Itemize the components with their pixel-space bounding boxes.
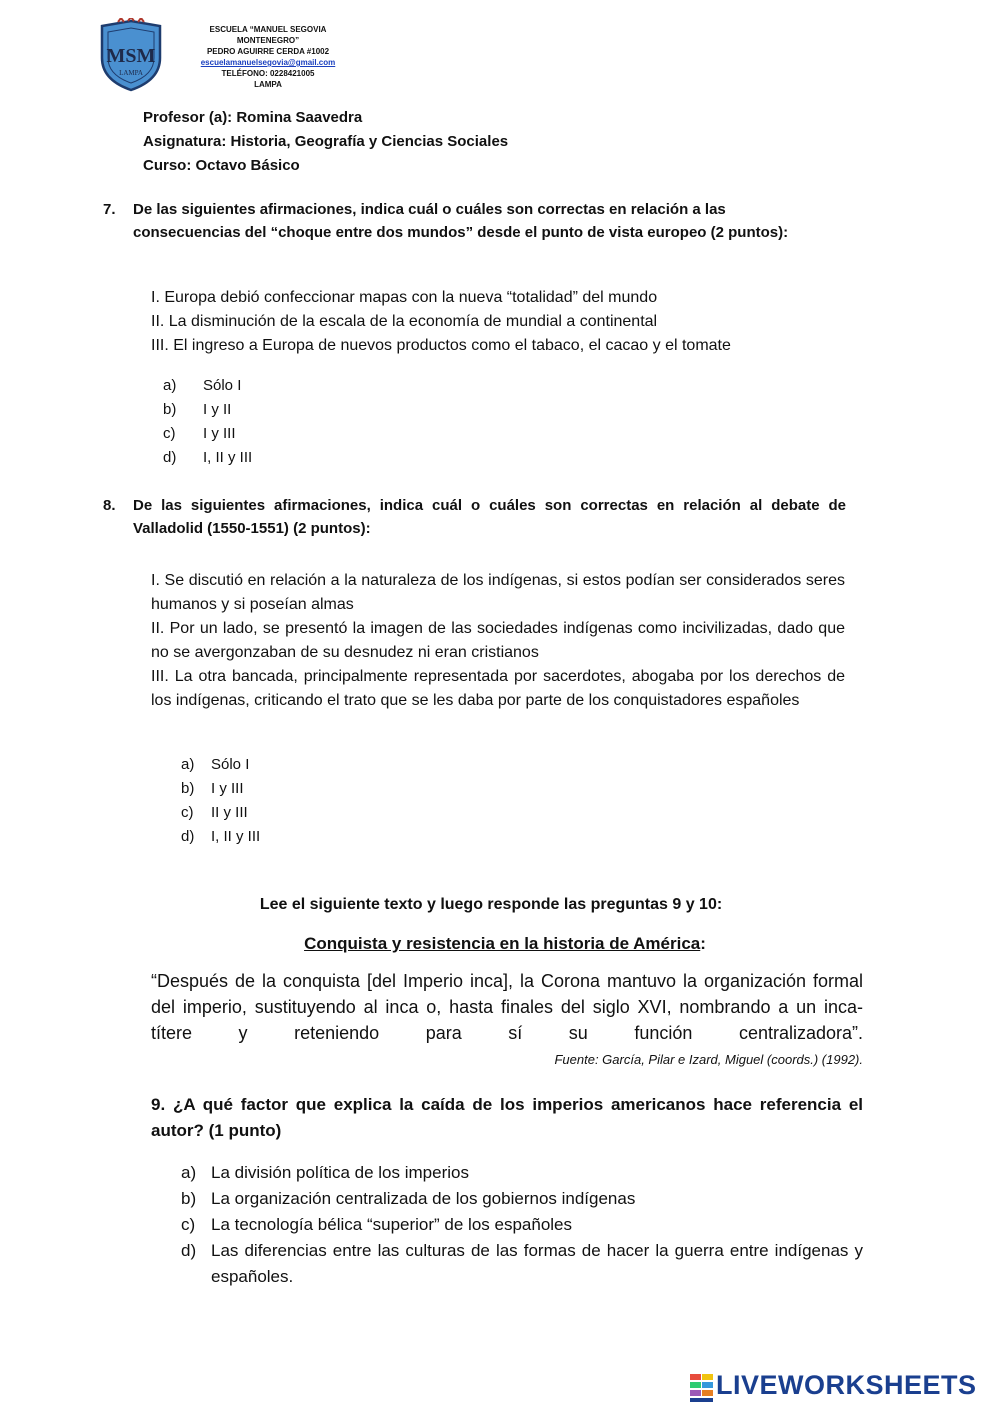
school-info: [170, 24, 366, 90]
option-text: I y III: [203, 425, 236, 442]
reading-instruction: Lee el siguiente texto y luego responde las preguntas 9 y 10:: [259, 896, 723, 913]
q9-question: 9. ¿A qué factor que explica la caída de los imperios americanos hace referencia el autor? (1 punto): [151, 1095, 863, 1140]
option-letter: b): [181, 1189, 197, 1208]
q9-option-a[interactable]: [181, 1160, 863, 1186]
q8-statement-3: III. La otra bancada, principalmente representada por sacerdotes, abogaba por los derechos de los indígenas, criticando el trato que se les daba por parte de los conquistadores españoles: [151, 668, 845, 709]
option-text: I y II: [203, 401, 232, 418]
q7-statement-2: II. La disminución de la escala de la economía de mundial a continental: [151, 313, 658, 330]
logo-caption: LAMPA: [119, 69, 143, 77]
option-letter: b): [163, 401, 177, 418]
option-letter: a): [163, 377, 177, 394]
liveworksheets-logo-icon: [690, 1372, 714, 1404]
option-text: La organización centralizada de los gobiernos indígenas: [211, 1189, 636, 1208]
q9-option-b[interactable]: [181, 1186, 863, 1212]
option-text: II y III: [211, 804, 248, 821]
option-letter: a): [181, 756, 195, 773]
reading-title-text: Conquista y resistencia en la historia de América: [304, 934, 701, 953]
q7-statement-3: III. El ingreso a Europa de nuevos productos como el tabaco, el cacao y el tomate: [151, 337, 731, 354]
q7-option-b[interactable]: [163, 401, 231, 418]
school-shield-logo: [98, 18, 164, 92]
reading-quote: “Después de la conquista [del Imperio inca], la Corona mantuvo la organización formal del imperio, sustituyendo al inca o, hasta finales del siglo XVI, nombrando a un inca-títere y reteniendo para sí su función centralizadora”.: [151, 971, 863, 1043]
option-text: Sólo I: [203, 377, 242, 394]
option-letter: c): [163, 425, 176, 442]
school-name-line-1: ESCUELA “MANUEL SEGOVIA: [209, 25, 327, 34]
option-letter: c): [181, 1215, 196, 1234]
reading-source: Fuente: García, Pilar e Izard, Miguel (coords.) (1992).: [554, 1052, 863, 1067]
q9-option-c[interactable]: [181, 1212, 863, 1238]
reading-title-colon: :: [700, 934, 706, 953]
q8-option-c[interactable]: [181, 804, 248, 821]
option-text: Sólo I: [211, 756, 250, 773]
school-city: LAMPA: [254, 80, 282, 89]
logo-letters: MSM: [106, 45, 156, 67]
school-email-link[interactable]: escuelamanuelsegovia@gmail.com: [200, 58, 336, 67]
option-text: La tecnología bélica “superior” de los españoles: [211, 1215, 573, 1234]
q8-option-a[interactable]: [181, 756, 249, 773]
q8-statement-2: II. Por un lado, se presentó la imagen de las sociedades indígenas como incivilizadas, dado que no se avergonzaban de su desnudez ni eran cristianos: [151, 620, 845, 661]
school-address: PEDRO AGUIRRE CERDA #1002: [206, 47, 330, 56]
subject-line: Asignatura: Historia, Geografía y Ciencias Sociales: [143, 133, 509, 150]
q7-option-a[interactable]: [163, 377, 241, 394]
course-line: Curso: Octavo Básico: [143, 157, 300, 174]
option-letter: d): [181, 828, 195, 845]
school-name-line-2: MONTENEGRO”: [236, 36, 300, 45]
q8-option-b[interactable]: [181, 780, 244, 797]
q7-option-c[interactable]: [163, 425, 236, 442]
option-letter: b): [181, 780, 195, 797]
reading-title: [0, 934, 999, 954]
option-letter: c): [181, 804, 194, 821]
q7-question: De las siguientes afirmaciones, indica cuál o cuáles son correctas en relación a las consecuencias del “choque entre dos mundos” desde el punto de vista europeo (2 puntos):: [133, 201, 789, 241]
q8-question: De las siguientes afirmaciones, indica cuál o cuáles son correctas en relación al debate de Valladolid (1550-1551) (2 puntos):: [133, 497, 846, 537]
q7-statement-1: I. Europa debió confeccionar mapas con la nueva “totalidad” del mundo: [151, 289, 658, 306]
option-letter: d): [163, 449, 177, 466]
option-text: I y III: [211, 780, 244, 797]
option-letter: a): [181, 1163, 197, 1182]
option-text: I, II y III: [203, 449, 253, 466]
q8-option-d[interactable]: [181, 828, 260, 845]
q9-option-d[interactable]: [181, 1238, 863, 1290]
option-text: La división política de los imperios: [211, 1163, 469, 1182]
school-phone: TELÉFONO: 0228421005: [221, 69, 315, 78]
option-letter: d): [181, 1241, 197, 1260]
option-text: Las diferencias entre las culturas de las formas de hacer la guerra entre indígenas y españoles.: [211, 1241, 863, 1286]
liveworksheets-brand[interactable]: LIVEWORKSHEETS: [716, 1370, 977, 1400]
option-text: I, II y III: [211, 828, 261, 845]
q8-statement-1: I. Se discutió en relación a la naturaleza de los indígenas, si estos podían ser considerados seres humanos y si poseían almas: [151, 572, 845, 613]
teacher-line: Profesor (a): Romina Saavedra: [143, 109, 363, 126]
q7-number: 7.: [103, 201, 116, 218]
q7-option-d[interactable]: [163, 449, 252, 466]
q8-number: 8.: [103, 497, 116, 514]
